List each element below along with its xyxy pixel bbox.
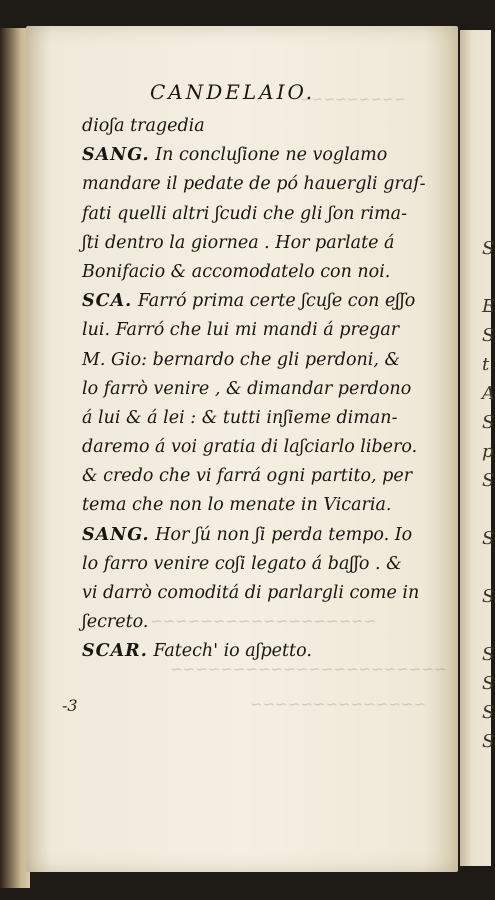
line-text: ʃti dentro la giornea . Hor parlate á bbox=[82, 232, 395, 253]
line-text: In concluʃione ne voglamo bbox=[155, 145, 388, 166]
facing-page-edge bbox=[460, 30, 495, 866]
text-line bbox=[82, 521, 437, 550]
show-through-smudge: ~~~~~~~~~~~~~~ bbox=[250, 695, 426, 713]
line-text: lui. Farró che lui mi mandi á pregar bbox=[82, 320, 400, 341]
facing-letter: S bbox=[482, 412, 495, 433]
line-text: Hor ʃú non ʃi perda tempo. Io bbox=[155, 524, 413, 545]
text-line bbox=[82, 404, 437, 433]
text-line bbox=[82, 170, 437, 199]
facing-letter: p bbox=[482, 441, 494, 462]
text-line bbox=[82, 462, 437, 491]
line-text: ʃecreto. bbox=[82, 612, 149, 633]
line-text: dioʃa tragedia bbox=[82, 116, 205, 136]
line-text: mandare il pedate de pó hauergli graſ- bbox=[82, 174, 426, 195]
line-text: daremo á voi gratia di laʃciarlo libero. bbox=[82, 437, 418, 458]
line-text: fati quelli altri ʃcudi che gli ʃon rima- bbox=[82, 203, 408, 224]
line-text: lo farro venire coʃi legato á baʃʃo . & bbox=[82, 553, 402, 574]
speaker-name: SANG. bbox=[82, 524, 150, 545]
page-text bbox=[82, 112, 437, 667]
facing-letter: S bbox=[482, 644, 495, 665]
show-through-smudge: ~~~~~~~~~~~~~~~~~~~~~~ bbox=[170, 660, 447, 678]
line-text: & credo che vi farrá ogni partito, per bbox=[82, 466, 413, 487]
facing-letter: E bbox=[482, 296, 495, 317]
text-line bbox=[82, 200, 437, 229]
show-through-smudge: ~~~~~~~~~ bbox=[300, 92, 406, 108]
text-line bbox=[82, 141, 437, 170]
line-text: Bonifacio & accomodatelo con noi. bbox=[82, 261, 391, 282]
text-line bbox=[82, 258, 437, 287]
line-text: Farró prima certe ʃcuʃe con eʃʃo bbox=[137, 291, 416, 312]
show-through-smudge: ~~~~~~~~~~~~~~~~~~ bbox=[150, 612, 377, 630]
text-line bbox=[82, 346, 437, 375]
text-line bbox=[82, 491, 437, 520]
text-line bbox=[82, 112, 437, 141]
facing-letter: S bbox=[482, 238, 495, 259]
text-line bbox=[82, 579, 437, 608]
line-text: M. Gio: bernardo che gli perdoni, & bbox=[82, 349, 401, 370]
text-line bbox=[82, 433, 437, 462]
facing-letter: S bbox=[482, 731, 495, 752]
text-line bbox=[82, 229, 437, 258]
text-line bbox=[82, 637, 437, 666]
text-line bbox=[82, 550, 437, 579]
facing-letter: S bbox=[482, 673, 495, 694]
facing-letter: S bbox=[482, 470, 495, 491]
line-text: tema che non lo menate in Vicaria. bbox=[82, 495, 392, 516]
text-line bbox=[82, 608, 437, 637]
facing-letter: t bbox=[482, 354, 490, 375]
line-text: Fatech' io aʃpetto. bbox=[153, 641, 312, 662]
signature-mark: -3 bbox=[62, 696, 78, 715]
facing-letter: S bbox=[482, 702, 495, 723]
speaker-name: SCA. bbox=[82, 291, 133, 312]
line-text: á lui & á lei : & tutti inʃieme diman- bbox=[82, 407, 398, 428]
facing-letter: S bbox=[482, 586, 495, 607]
line-text: lo farrò venire , & dimandar perdono bbox=[82, 378, 412, 399]
facing-letter: S bbox=[482, 325, 495, 346]
facing-letter: A bbox=[482, 383, 495, 404]
running-head: CANDELAIO. bbox=[150, 80, 316, 104]
text-line bbox=[82, 316, 437, 345]
line-text: vi darrò comoditá di parlargli come in bbox=[82, 583, 420, 603]
speaker-name: SCAR. bbox=[82, 641, 148, 662]
facing-letter: S bbox=[482, 528, 495, 549]
speaker-name: SANG. bbox=[82, 145, 150, 166]
text-line bbox=[82, 287, 437, 316]
text-line bbox=[82, 375, 437, 404]
